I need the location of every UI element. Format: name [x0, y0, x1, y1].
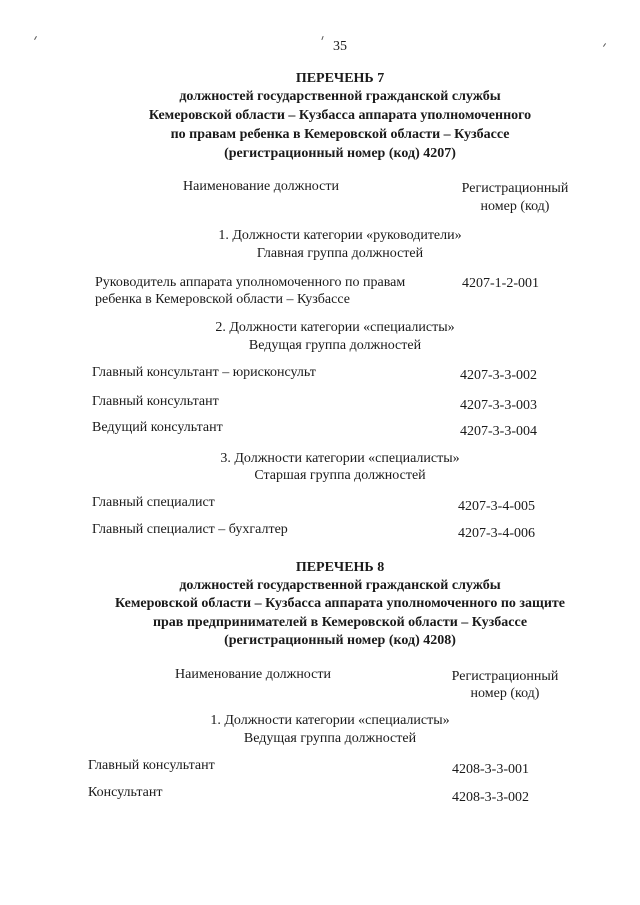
- list7-row-1-name-line-1: Руководитель аппарата уполномоченного по правам: [95, 275, 406, 290]
- list7-title-line-3: по правам ребенка в Кемеровской области – Кузбассе: [170, 127, 510, 142]
- list7-row-2-code: 4207-3-3-002: [460, 368, 537, 383]
- list8-section-1-group: Ведущая группа должностей: [243, 731, 417, 746]
- list7-row-6-name: Главный специалист – бухгалтер: [92, 522, 288, 537]
- list8-title-line-4: (регистрационный номер (код) 4208): [224, 633, 456, 648]
- list8-column-header-code-line-1: Регистрационный: [451, 669, 559, 684]
- list8-heading: ПЕРЕЧЕНЬ 8: [295, 560, 385, 575]
- list7-title-line-4: (регистрационный номер (код) 4207): [224, 146, 456, 161]
- list7-section-1-category: 1. Должности категории «руководители»: [218, 228, 462, 243]
- list8-section-1-category: 1. Должности категории «специалисты»: [210, 713, 450, 728]
- list8-row-2-code: 4208-3-3-002: [452, 790, 529, 805]
- list7-column-header-code-line-1: Регистрационный: [461, 181, 569, 196]
- list7-row-6-code: 4207-3-4-006: [458, 526, 535, 541]
- list7-section-2-category: 2. Должности категории «специалисты»: [215, 320, 455, 335]
- list7-column-header-code-line-2: номер (код): [480, 199, 550, 214]
- list7-section-1-group: Главная группа должностей: [256, 246, 424, 261]
- list7-row-5-code: 4207-3-4-005: [458, 499, 535, 514]
- list8-title-line-1: должностей государственной гражданской службы: [179, 578, 501, 593]
- list7-row-4-name: Ведущий консультант: [92, 420, 223, 435]
- list8-column-header-name: Наименование должности: [175, 667, 331, 682]
- list7-column-header-name: Наименование должности: [183, 179, 339, 194]
- list7-section-3-category: 3. Должности категории «специалисты»: [220, 451, 460, 466]
- list7-section-3-group: Старшая группа должностей: [254, 468, 426, 483]
- list7-title-line-2: Кемеровской области – Кузбасса аппарата уполномоченного: [148, 108, 532, 123]
- list7-row-4-code: 4207-3-3-004: [460, 424, 537, 439]
- list7-row-5-name: Главный специалист: [92, 495, 215, 510]
- list7-title-line-1: должностей государственной гражданской службы: [179, 89, 501, 104]
- list7-heading: ПЕРЕЧЕНЬ 7: [295, 71, 385, 86]
- list7-row-1-code: 4207-1-2-001: [462, 276, 539, 291]
- list7-section-2-group: Ведущая группа должностей: [248, 338, 422, 353]
- list8-row-2-name: Консультант: [88, 785, 163, 800]
- page-number: 35: [333, 39, 347, 54]
- list8-title-line-2: Кемеровской области – Кузбасса аппарата уполномоченного по защите: [115, 596, 565, 611]
- list8-title-line-3: прав предпринимателей в Кемеровской области – Кузбассе: [152, 615, 528, 630]
- list7-row-2-name: Главный консультант – юрисконсульт: [92, 365, 316, 380]
- list8-row-1-name: Главный консультант: [88, 758, 215, 773]
- list7-row-3-name: Главный консультант: [92, 394, 219, 409]
- list8-column-header-code-line-2: номер (код): [470, 686, 540, 701]
- list7-row-1-name-line-2: ребенка в Кемеровской области – Кузбассе: [95, 292, 350, 307]
- list8-row-1-code: 4208-3-3-001: [452, 762, 529, 777]
- list7-row-3-code: 4207-3-3-003: [460, 398, 537, 413]
